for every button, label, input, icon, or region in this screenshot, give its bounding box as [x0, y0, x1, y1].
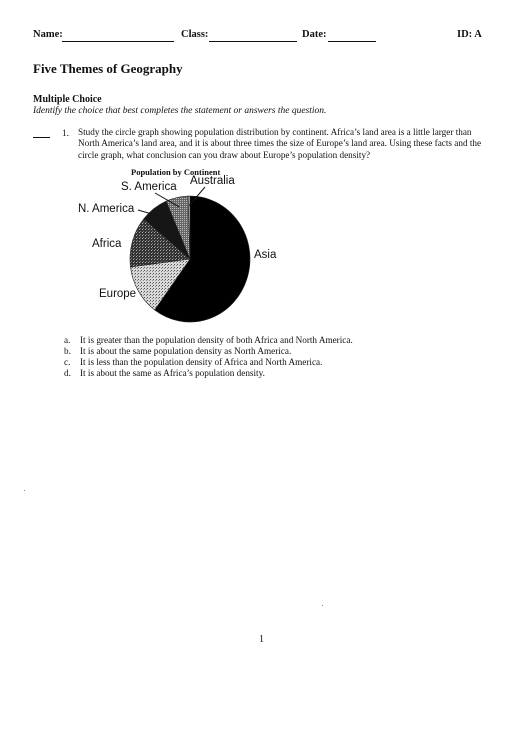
option-a-text[interactable]: It is greater than the population density of both Africa and North America.	[80, 335, 353, 345]
label-n-america: N. America	[78, 203, 135, 215]
option-b-text[interactable]: It is about the same population density as North America.	[80, 346, 292, 356]
label-s-america: S. America	[121, 181, 177, 193]
option-b-letter: b.	[64, 346, 71, 356]
chart-title: Population by Continent	[131, 167, 221, 177]
label-europe: Europe	[99, 288, 137, 300]
class-label: Class:	[181, 29, 209, 40]
question-text: Study the circle graph showing population distribution by continent. Africa’s land area is a little larger than North America’s land area, and it is about three times the size of Europe’s land area. Using these facts and the circle graph, what conclusion can you draw about Europe’s population density?	[78, 127, 482, 160]
option-d-letter: d.	[64, 368, 71, 378]
page-title: Five Themes of Geography	[33, 61, 183, 76]
label-africa: Africa	[92, 238, 122, 250]
label-australia: Australia	[190, 175, 235, 187]
section-heading: Multiple Choice	[33, 94, 102, 105]
page-number: 1	[259, 634, 264, 645]
option-d-text[interactable]: It is about the same as Africa’s population density.	[80, 368, 265, 378]
scan-speck	[322, 605, 323, 606]
date-label: Date:	[302, 29, 327, 40]
id-label: ID: A	[457, 29, 482, 40]
scan-speck	[24, 490, 25, 491]
option-c-letter: c.	[64, 357, 71, 367]
section-instructions: Identify the choice that best completes the statement or answers the question.	[33, 106, 327, 116]
option-a-letter: a.	[64, 335, 71, 345]
option-c-text[interactable]: It is less than the population density of Africa and North America.	[80, 357, 323, 367]
label-asia: Asia	[254, 249, 277, 261]
name-label: Name:	[33, 29, 63, 40]
question-number: 1.	[62, 128, 69, 138]
